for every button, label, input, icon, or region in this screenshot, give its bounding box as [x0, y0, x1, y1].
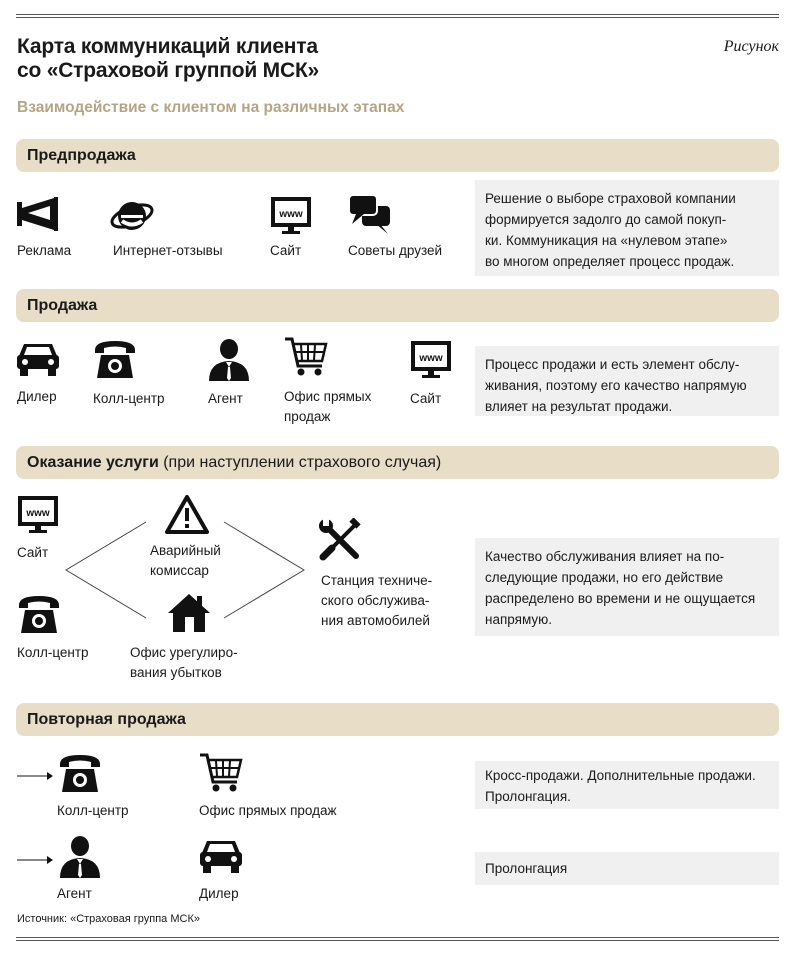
www-monitor-icon [410, 340, 452, 380]
presale-item-reviews: Интернет-отзывы [113, 243, 223, 258]
sale-item-callcenter: Колл-центр [93, 391, 165, 406]
presale-note-line: ки. Коммуникация на «нулевом этапе» [485, 233, 728, 248]
title-line-1: Карта коммуникаций клиента [17, 35, 318, 58]
sale-item-agent: Агент [208, 391, 243, 406]
resale-item-dealer: Дилер [199, 886, 239, 901]
service-item-office-line1: Офис урегулиро- [130, 645, 238, 660]
section-title-resale: Повторная продажа [27, 711, 186, 728]
www-monitor-icon [17, 495, 59, 535]
shopping-cart-icon [284, 336, 328, 378]
source-note: Источник: «Страховая группа МСК» [17, 913, 200, 925]
sale-item-office-line2: продаж [284, 409, 331, 424]
section-title-sale: Продажа [27, 297, 98, 314]
service-item-commissioner-line1: Аварийный [150, 543, 221, 558]
bottom-rule [16, 937, 779, 938]
sale-note-line: Процесс продажи и есть элемент обслу- [485, 357, 740, 372]
presale-item-site: Сайт [270, 243, 302, 258]
service-item-site: Сайт [17, 545, 49, 560]
resale-note-line: Пролонгация [485, 861, 568, 876]
wrench-screwdriver-icon [318, 518, 364, 564]
sale-note-line: живания, поэтому его качество напрямую [485, 378, 747, 393]
section-band-presale [16, 139, 779, 172]
page-title [17, 35, 617, 83]
telephone-icon [93, 338, 137, 380]
presale-note-line: во многом определяет процесс продаж. [485, 254, 735, 269]
service-note-line: напрямую. [485, 612, 552, 627]
arrow-icon [17, 771, 53, 781]
service-item-station-line1: Станция техниче- [321, 573, 433, 588]
svg-text:www: www [419, 353, 443, 364]
svg-text:www: www [26, 508, 50, 519]
bottom-rule-2 [16, 940, 779, 941]
section-band-service [16, 446, 779, 479]
sale-note-line: влияет на результат продажи. [485, 399, 673, 414]
section-band-resale [16, 703, 779, 736]
presale-note [475, 180, 779, 276]
person-icon [58, 835, 102, 879]
service-item-office-line2: вания убытков [130, 665, 222, 680]
www-monitor-icon [270, 196, 312, 236]
resale-note-line: Пролонгация. [485, 789, 571, 804]
service-note [475, 538, 779, 636]
service-note-line: Качество обслуживания влияет на по- [485, 549, 725, 564]
car-icon [199, 837, 243, 875]
resale-item-agent: Агент [57, 886, 92, 901]
sale-item-office-line1: Офис прямых [284, 389, 372, 404]
internet-explorer-icon [108, 195, 156, 237]
presale-item-ads: Реклама [17, 243, 72, 258]
resale-item-callcenter: Колл-центр [57, 803, 129, 818]
resale-note-line: Кросс-продажи. Дополнительные продажи. [485, 768, 756, 783]
top-rule [16, 14, 779, 15]
warning-triangle-icon [165, 495, 209, 535]
service-item-station-line2: ского обслужива- [321, 593, 430, 608]
section-band-sale [16, 289, 779, 322]
sale-item-dealer: Дилер [17, 389, 57, 404]
resale-note-2 [475, 852, 779, 885]
arrow-icon [17, 855, 53, 865]
title-line-2: со «Страховой группой МСК» [17, 59, 320, 82]
service-item-commissioner-line2: комиссар [150, 563, 209, 578]
sale-item-site: Сайт [410, 391, 442, 406]
house-icon [167, 592, 211, 634]
top-rule-2 [16, 17, 779, 18]
subtitle: Взаимодействие с клиентом на различных этапах [17, 99, 405, 116]
megaphone-icon [16, 196, 60, 234]
telephone-icon [58, 752, 102, 794]
shopping-cart-icon [199, 752, 243, 794]
service-note-line: следующие продажи, но его действие [485, 570, 724, 585]
resale-note-1 [475, 761, 779, 809]
presale-item-friends: Советы друзей [348, 243, 443, 258]
presale-note-line: Решение о выборе страховой компании [485, 191, 736, 206]
section-title-presale: Предпродажа [27, 147, 136, 164]
resale-item-office: Офис прямых продаж [199, 803, 337, 818]
service-item-station-line3: ния автомобилей [321, 613, 430, 628]
car-icon [16, 340, 60, 378]
person-icon [207, 338, 251, 382]
section-title-service: Оказание услуги (при наступлении страхового случая) [27, 454, 442, 471]
presale-note-line: формируется задолго до самой покуп- [485, 212, 727, 227]
figure-label: Рисунок [723, 38, 779, 55]
sale-note [475, 346, 779, 416]
service-item-callcenter: Колл-центр [17, 645, 89, 660]
chat-bubbles-icon [348, 194, 392, 236]
service-note-line: распределено во времени и не ощущается [485, 591, 756, 606]
telephone-icon [17, 593, 61, 635]
svg-text:www: www [279, 209, 303, 220]
